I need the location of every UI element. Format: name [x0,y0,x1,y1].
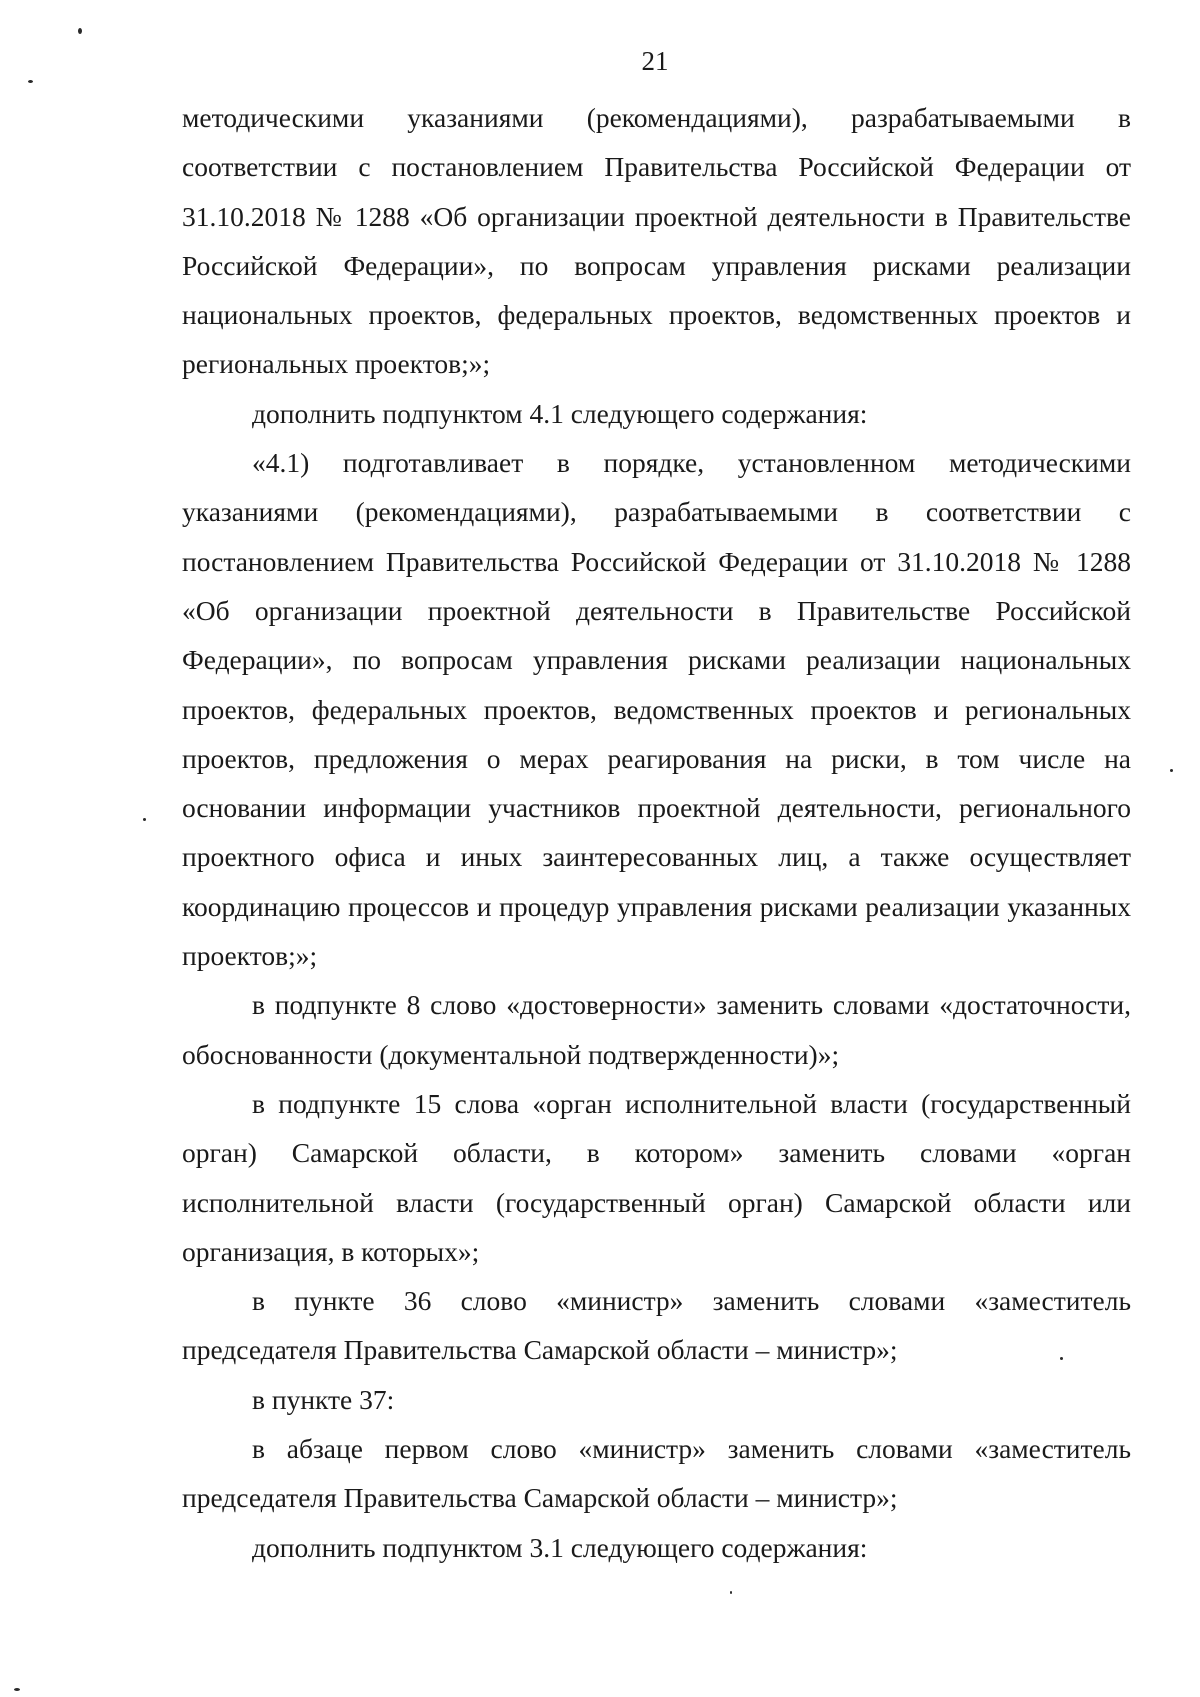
paragraph-item-36-amendment: в пункте 36 слово «министр» заменить словами «заместитель председателя Правительства Самарской области – министр»; [182,1285,1131,1366]
paragraph-item-37-first-abzac: в абзаце первом слово «министр» заменить словами «заместитель председателя Правительства Самарской области – министр»; [182,1433,1131,1514]
paragraph-subitem-4-1-text: «4.1) подготавливает в порядке, установленном методическими указаниями (рекомендациями), разрабатываемыми в соответствии с постановлением Правительства Российской Федерации от 31.10.2018 № 1288 «Об организации проектной деятельности в Правительстве Российской Федерации», по вопросам управления рисками реализации национальных проектов, федеральных проектов, ведомственных проектов и региональных проектов, предложения о мерах реагирования на риски, в том числе на основании информации участников проектной деятельности, регионального проектного офиса и иных заинтересованных лиц, а также осуществляет координацию процессов и процедур управления рисками реализации указанных проектов;»; [182,447,1131,972]
paragraph-subitem-15-amendment: в подпункте 15 слова «орган исполнительной власти (государственный орган) Самарской области, в котором» заменить словами «орган исполнительной власти (государственный орган) Самарской области или организация, в которых»; [182,1087,1131,1267]
scan-speck [14,1688,20,1691]
scan-speck [730,1591,732,1594]
document-body [182,93,1131,1572]
scan-speck [78,28,82,34]
scan-speck [28,80,33,83]
paragraph-add-subitem-3-1: дополнить подпунктом 3.1 следующего содержания: [252,1531,868,1563]
paragraph-subitem-8-amendment: в подпункте 8 слово «достоверности» заменить словами «достаточности, обоснованности (документальной подтвержденности)»; [182,989,1131,1070]
scan-speck [143,818,146,821]
paragraph-continuation: методическими указаниями (рекомендациями), разрабатываемыми в соответствии с постановлением Правительства Российской Федерации от 31.10.2018 № 1288 «Об организации проектной деятельности в Правительстве Российской Федерации», по вопросам управления рисками реализации национальных проектов, федеральных проектов, ведомственных проектов и региональных проектов;»; [182,102,1131,380]
scan-speck [1060,1357,1063,1360]
paragraph-add-subitem-4-1: дополнить подпунктом 4.1 следующего содержания: [252,397,868,429]
paragraph-item-37-heading: в пункте 37: [252,1383,395,1415]
page-number: 21 [641,46,669,76]
scan-speck [1170,769,1173,772]
